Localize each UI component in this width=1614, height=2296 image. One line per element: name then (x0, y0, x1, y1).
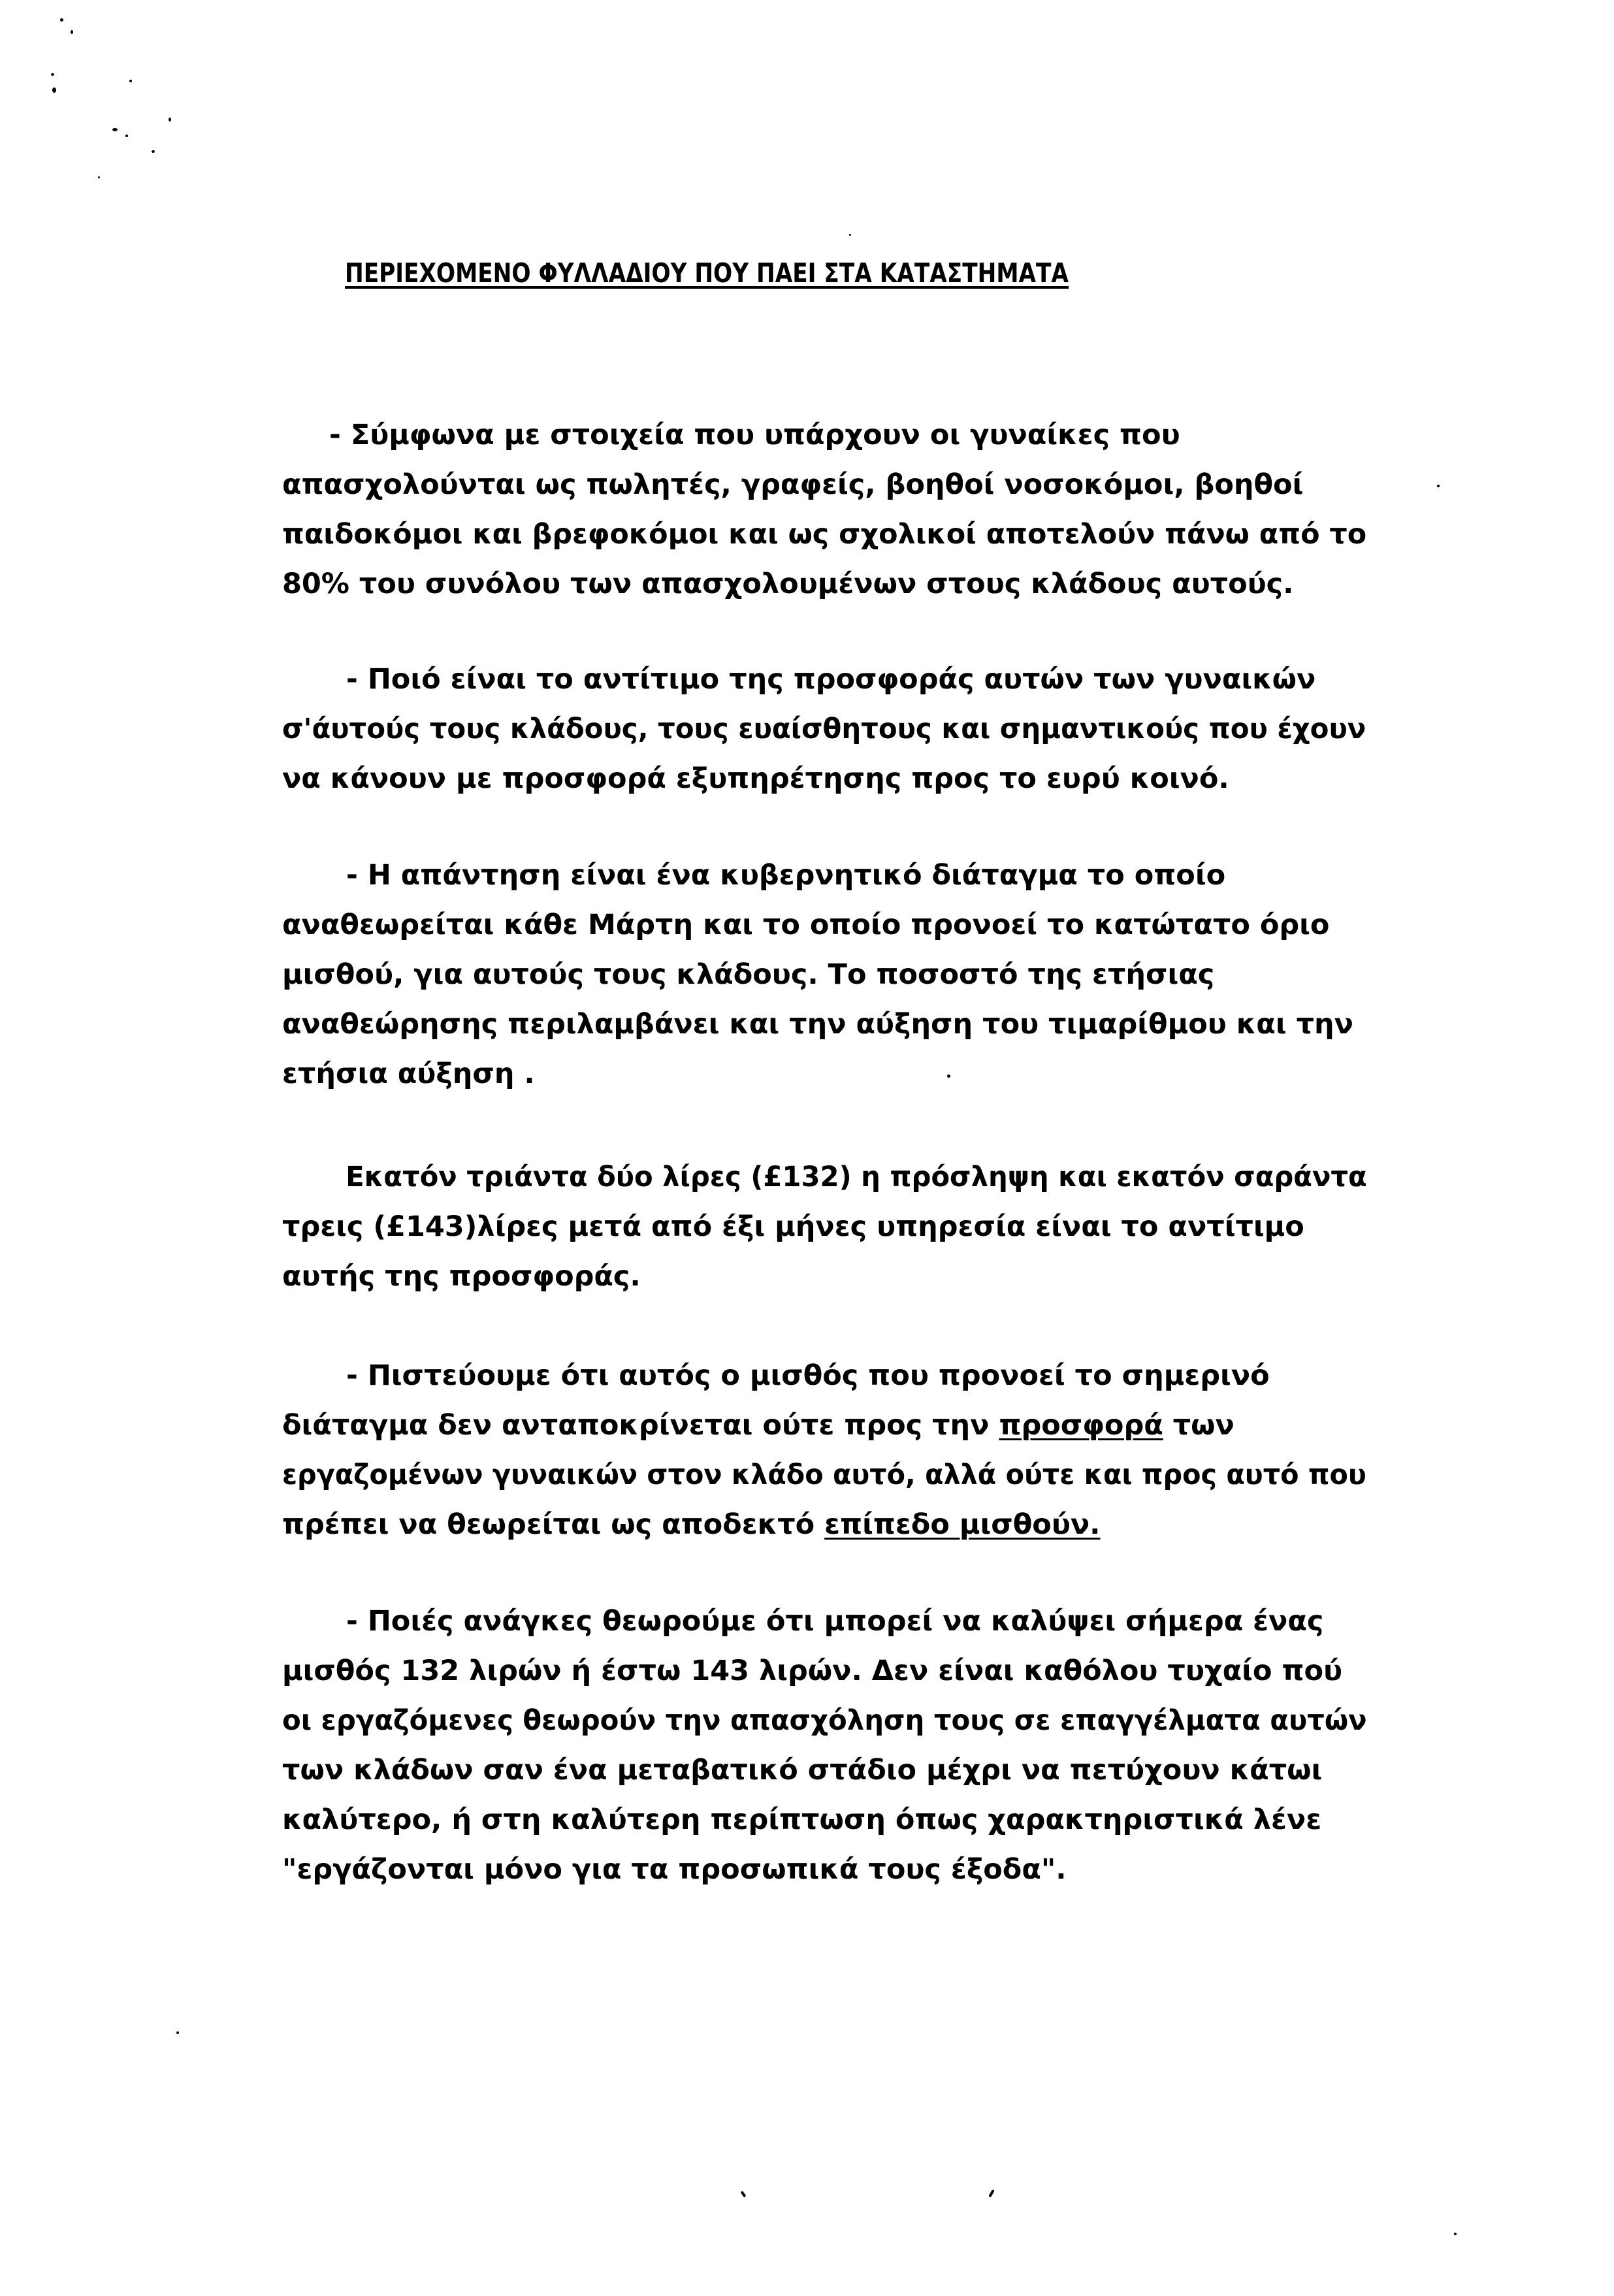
paragraph-line: τρεις (£143)λίρες μετά από έξι μήνες υπηρεσία είναι το αντίτιμο (282, 1210, 1304, 1243)
paragraph-line: - Πιστεύουμε ότι αυτός ο μισθός που προνοεί το σημερινό (346, 1359, 1270, 1392)
paragraph-line: εργαζομένων γυναικών στον κλάδο αυτό, αλλά ούτε και προς αυτό που (282, 1459, 1366, 1491)
paragraph-line: μισθός 132 λιρών ή έστω 143 λιρών. Δεν είναι καθόλου τυχαίο πού (282, 1655, 1343, 1687)
paragraph-line: αναθεωρείται κάθε Μάρτη και το οποίο προνοεί το κατώτατο όριο (282, 909, 1330, 941)
paragraph-line: - Σύμφωνα με στοιχεία που υπάρχουν οι γυναίκες που (329, 419, 1180, 451)
scan-speck (152, 150, 155, 153)
paragraph-line (282, 1400, 1353, 1450)
paragraph-3 (282, 850, 1353, 1099)
paragraph-line: - Ποιό είναι το αντίτιμο της προσφοράς αυτών των γυναικών (346, 663, 1316, 696)
scan-speck (849, 234, 851, 236)
paragraph-line: των κλάδων σαν ένα μεταβατικό στάδιο μέχρι να πετύχουν κάτωι (282, 1754, 1323, 1787)
line-text: πρέπει να θεωρείται ως αποδεκτό (282, 1508, 825, 1541)
scan-speck (51, 73, 54, 76)
line-text: των (1163, 1409, 1235, 1442)
scan-speck (988, 2190, 994, 2197)
scan-speck (52, 88, 56, 93)
scan-speck (129, 80, 132, 82)
scan-speck (176, 2031, 179, 2034)
scan-speck (125, 135, 128, 137)
document-title: ΠΕΡΙΕΧΟΜΕΝΟ ΦΥΛΛΑΔΙΟΥ ΠΟΥ ΠΑΕΙ ΣΤΑ ΚΑΤΑΣΤΗΜΑΤΑ (345, 257, 1069, 289)
line-text: διάταγμα δεν ανταποκρίνεται ούτε προς την (282, 1409, 999, 1442)
paragraph-line: απασχολούνται ως πωλητές, γραφείς, βοηθοί νοσοκόμοι, βοηθοί (282, 468, 1304, 501)
scan-speck (740, 2191, 746, 2197)
scan-speck (169, 118, 171, 121)
paragraph-line: Εκατόν τριάντα δύο λίρες (£132) η πρόσληψη και εκατόν σαράντα (346, 1161, 1367, 1193)
paragraph-line: 80% του συνόλου των απασχολουμένων στους κλάδους αυτούς. (282, 568, 1294, 600)
paragraph-line: μισθού, για αυτούς τους κλάδους. Το ποσοστό της ετήσιας (282, 958, 1215, 991)
scan-speck (71, 30, 73, 34)
scan-speck (1454, 2233, 1457, 2235)
scan-speck (98, 176, 100, 178)
paragraph-line: παιδοκόμοι και βρεφοκόμοι και ως σχολικοί αποτελούν πάνω από το (282, 518, 1367, 551)
paragraph-line: ετήσια αύξηση . (282, 1058, 535, 1090)
paragraph-line (282, 1500, 1353, 1549)
paragraph-1 (282, 410, 1367, 609)
paragraph-4 (282, 1152, 1367, 1301)
scan-speck (60, 18, 63, 22)
paragraph-2 (282, 655, 1366, 803)
underlined-phrase: προσφορά (999, 1409, 1163, 1442)
paragraph-line: - Η απάντηση είναι ένα κυβερνητικό διάταγμα το οποίο (346, 859, 1226, 892)
paragraph-line: αναθεώρησης περιλαμβάνει και την αύξηση του τιμαρίθμου και την (282, 1008, 1353, 1041)
paragraph-line: αυτής της προσφοράς. (282, 1260, 641, 1293)
paragraph-line: - Ποιές ανάγκες θεωρούμε ότι μπορεί να καλύψει σήμερα ένας (346, 1605, 1324, 1638)
underlined-phrase: επίπεδο μισθούν. (824, 1508, 1101, 1541)
paragraph-line: σ'άυτούς τους κλάδους, τους ευαίσθητους και σημαντικούς που έχουν (282, 713, 1366, 745)
paragraph-line: καλύτερο, ή στη καλύτερη περίπτωση όπως χαρακτηριστικά λένε (282, 1803, 1322, 1836)
paragraph-6 (282, 1596, 1367, 1894)
scan-speck (112, 128, 118, 131)
paragraph-5 (282, 1351, 1366, 1549)
paragraph-line: να κάνουν με προσφορά εξυπηρέτησης προς το ευρύ κοινό. (282, 762, 1229, 795)
paragraph-line: "εργάζονται μόνο για τα προσωπικά τους έξοδα". (282, 1853, 1067, 1886)
scan-speck (1437, 485, 1440, 487)
paragraph-line: οι εργαζόμενες θεωρούν την απασχόληση τους σε επαγγέλματα αυτών (282, 1704, 1367, 1737)
